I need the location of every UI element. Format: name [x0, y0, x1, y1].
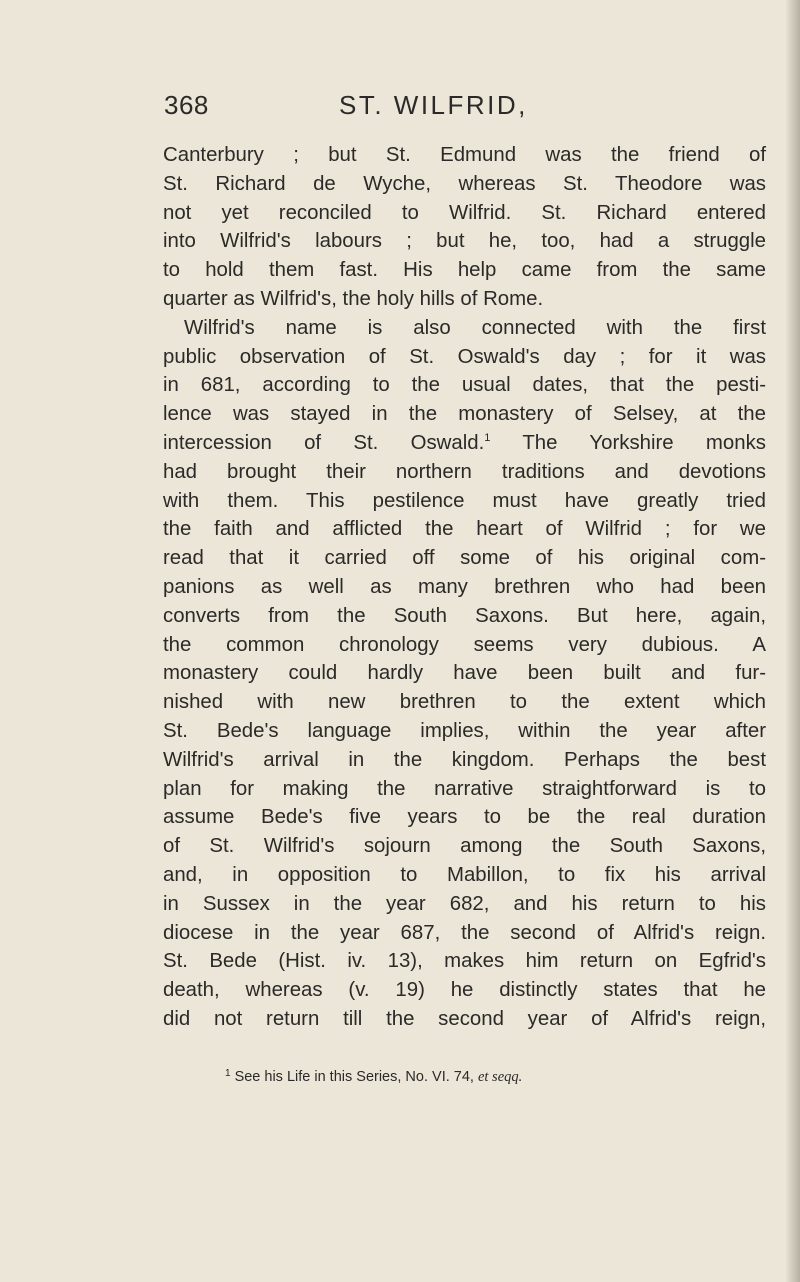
text-line: in Sussex in the year 682, and his return to his [163, 892, 766, 915]
text-line: of St. Wilfrid's sojourn among the South Saxons, [163, 835, 766, 858]
text-line: to hold them fast. His help came from the same [163, 259, 766, 282]
text-line: did not return till the second year of Alfrid's reign, [163, 1007, 766, 1030]
text-line: diocese in the year 687, the second of Alfrid's reign. [163, 921, 766, 944]
text-line: read that it carried off some of his original com- [163, 547, 766, 570]
text-line: Wilfrid's arrival in the kingdom. Perhaps the best [163, 748, 766, 771]
running-head: ST. WILFRID, [339, 90, 528, 120]
text-line: and, in opposition to Mabillon, to fix his arrival [163, 863, 766, 886]
page-number: 368 [164, 90, 209, 120]
text-line: public observation of St. Oswald's day ; for it was [163, 345, 766, 368]
text-line: in 681, according to the usual dates, that the pesti- [163, 374, 766, 397]
text-line: the common chronology seems very dubious. A [163, 633, 766, 656]
text-line: not yet reconciled to Wilfrid. St. Richard entered [163, 201, 766, 224]
footnote-marker: 1 [225, 1068, 231, 1079]
page-header [164, 90, 764, 128]
text-fragment: intercession of St. Oswald. [163, 431, 485, 454]
text-line: monastery could hardly have been built and fur- [163, 662, 766, 685]
text-line: St. Richard de Wyche, whereas St. Theodore was [163, 172, 766, 195]
text-line: panions as well as many brethren who had been [163, 575, 766, 598]
footnote-text: See his Life in this Series, No. VI. 74, [234, 1069, 478, 1085]
text-line: St. Bede (Hist. iv. 13), makes him return on Egfrid's [163, 950, 766, 973]
footnote-reference: 1 [484, 431, 491, 444]
text-line: Wilfrid's name is also connected with the first [184, 316, 766, 339]
text-line: had brought their northern traditions and devotions [163, 460, 766, 483]
text-line: into Wilfrid's labours ; but he, too, had a struggle [163, 230, 766, 253]
body-text [163, 141, 766, 1034]
text-line: with them. This pestilence must have greatly tried [163, 489, 766, 512]
footnote-italic-text: et seqq. [477, 1069, 523, 1085]
text-line: Canterbury ; but St. Edmund was the friend of [163, 144, 766, 166]
text-line: the faith and afflicted the heart of Wilfrid ; for we [163, 518, 766, 541]
page-edge-shadow [786, 0, 800, 1282]
text-line: lence was stayed in the monastery of Selsey, at the [163, 403, 766, 426]
text-line: plan for making the narrative straightforward is to [163, 777, 766, 800]
text-line: death, whereas (v. 19) he distinctly states that he [163, 979, 766, 1002]
text-fragment: The Yorkshire monks [490, 431, 766, 454]
text-line: St. Bede's language implies, within the year after [163, 719, 766, 742]
text-line [163, 429, 766, 458]
text-line: converts from the South Saxons. But here, again, [163, 604, 766, 627]
text-line: quarter as Wilfrid's, the holy hills of Rome. [163, 287, 544, 310]
text-line: assume Bede's five years to be the real duration [163, 806, 766, 829]
footnote [225, 1069, 522, 1086]
text-line: nished with new brethren to the extent which [163, 691, 766, 714]
